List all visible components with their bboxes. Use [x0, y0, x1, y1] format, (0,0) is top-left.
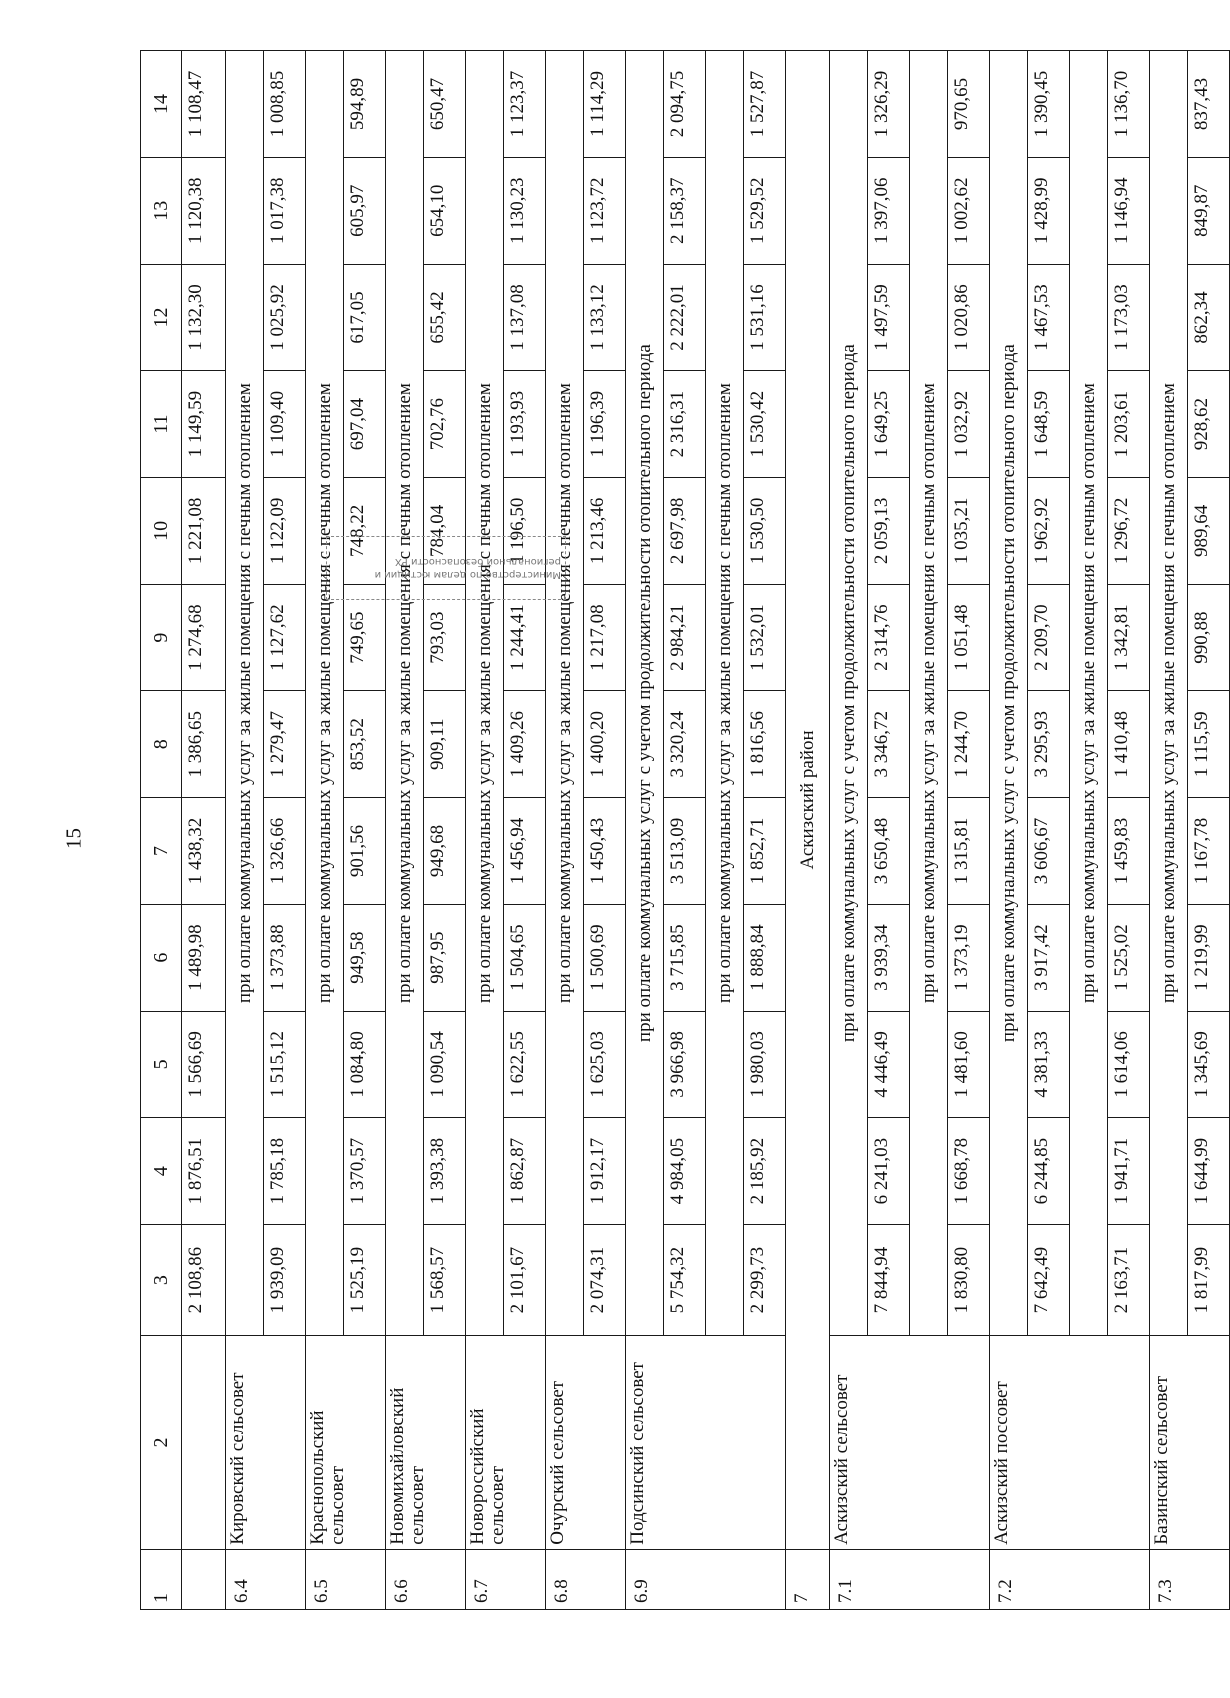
value-cell: 1 390,45 [1028, 51, 1070, 158]
municipality-name [182, 1336, 226, 1549]
value-cell: 1 515,12 [264, 1011, 306, 1118]
value-cell: 1 296,72 [1108, 478, 1150, 585]
value-cell: 1 120,38 [182, 157, 226, 264]
value-cell: 1 035,21 [948, 478, 990, 585]
value-cell: 2 074,31 [584, 1224, 626, 1335]
value-cell: 1 529,52 [744, 157, 786, 264]
value-cell: 1 221,08 [182, 478, 226, 585]
value-cell: 617,05 [344, 264, 386, 371]
caption-row [830, 51, 868, 1610]
value-cell: 1 876,51 [182, 1118, 226, 1225]
value-cell: 990,88 [1188, 584, 1230, 691]
column-number: 1 [141, 1549, 182, 1609]
municipality-name: Очурский сельсовет [546, 1336, 626, 1549]
value-cell: 1 625,03 [584, 1011, 626, 1118]
value-cell: 1 133,12 [584, 264, 626, 371]
value-cell: 1 219,99 [1188, 904, 1230, 1011]
value-cell: 3 966,98 [664, 1011, 706, 1118]
municipality-name: Краснопольский сельсовет [306, 1336, 386, 1549]
tariff-caption: при оплате коммунальных услуг с учетом продолжительности отопительного периода [626, 51, 664, 1336]
value-cell: 1 568,57 [424, 1224, 466, 1335]
value-cell: 1 456,94 [504, 798, 546, 905]
caption-row [1150, 51, 1188, 1610]
row-index: 6.9 [626, 1549, 786, 1609]
stamp-text: Министерство по делам юстиции и региональной безопасности РХ [374, 556, 561, 580]
value-cell: 1 244,41 [504, 584, 546, 691]
value-cell: 655,42 [424, 264, 466, 371]
value-cell: 1 649,25 [868, 371, 910, 478]
value-cell: 1 785,18 [264, 1118, 306, 1225]
value-cell: 1 888,84 [744, 904, 786, 1011]
value-cell: 4 446,49 [868, 1011, 910, 1118]
row-index: 7.2 [990, 1549, 1150, 1609]
value-cell: 3 650,48 [868, 798, 910, 905]
column-number: 3 [141, 1224, 182, 1335]
caption-row [306, 51, 344, 1610]
value-cell: 909,11 [424, 691, 466, 798]
value-cell: 702,76 [424, 371, 466, 478]
value-cell: 594,89 [344, 51, 386, 158]
caption-row [990, 51, 1028, 1610]
value-cell: 654,10 [424, 157, 466, 264]
column-number: 12 [141, 264, 182, 371]
value-cell: 1 342,81 [1108, 584, 1150, 691]
value-cell: 987,95 [424, 904, 466, 1011]
value-cell: 3 606,67 [1028, 798, 1070, 905]
value-cell: 1 962,92 [1028, 478, 1070, 585]
value-cell: 1 051,48 [948, 584, 990, 691]
value-cell: 1 410,48 [1108, 691, 1150, 798]
value-cell: 1 115,59 [1188, 691, 1230, 798]
value-cell: 2 158,37 [664, 157, 706, 264]
row-index [182, 1549, 226, 1609]
value-cell: 1 373,19 [948, 904, 990, 1011]
section-row [786, 51, 830, 1610]
row-index: 6.7 [466, 1549, 546, 1609]
tariff-table [140, 50, 1230, 1610]
value-cell: 1 370,57 [344, 1118, 386, 1225]
value-cell: 1 648,59 [1028, 371, 1070, 478]
value-cell: 2 209,70 [1028, 584, 1070, 691]
caption-row [466, 51, 504, 1610]
value-cell: 1 614,06 [1108, 1011, 1150, 1118]
table-row [182, 51, 226, 1610]
value-cell: 1 852,71 [744, 798, 786, 905]
rotated-table-container [140, 50, 1212, 1610]
value-cell: 1 008,85 [264, 51, 306, 158]
value-cell: 1 132,30 [182, 264, 226, 371]
value-cell: 1 386,65 [182, 691, 226, 798]
value-cell: 1 912,17 [584, 1118, 626, 1225]
value-cell: 6 244,85 [1028, 1118, 1070, 1225]
value-cell: 5 754,32 [664, 1224, 706, 1335]
value-cell: 793,03 [424, 584, 466, 691]
column-number-row [141, 51, 182, 1610]
value-cell: 1 167,78 [1188, 798, 1230, 905]
value-cell: 1 274,68 [182, 584, 226, 691]
value-cell: 1 173,03 [1108, 264, 1150, 371]
value-cell: 1 213,46 [584, 478, 626, 585]
value-cell: 949,68 [424, 798, 466, 905]
value-cell: 1 459,83 [1108, 798, 1150, 905]
municipality-name: Новомихайловский сельсовет [386, 1336, 466, 1549]
value-cell: 2 299,73 [744, 1224, 786, 1335]
value-cell: 1 345,69 [1188, 1011, 1230, 1118]
value-cell: 1 149,59 [182, 371, 226, 478]
value-cell: 1 326,66 [264, 798, 306, 905]
tariff-caption: при оплате коммунальных услуг за жилые помещения с печным отоплением [910, 51, 948, 1336]
value-cell: 1 203,61 [1108, 371, 1150, 478]
row-index: 6.4 [226, 1549, 306, 1609]
value-cell: 1 532,01 [744, 584, 786, 691]
value-cell: 1 193,93 [504, 371, 546, 478]
tariff-caption: при оплате коммунальных услуг за жилые помещения с печным отоплением [386, 51, 424, 1336]
municipality-name: Подсинский сельсовет [626, 1336, 786, 1549]
value-cell: 1 393,38 [424, 1118, 466, 1225]
registration-stamp [326, 536, 566, 600]
value-cell: 749,65 [344, 584, 386, 691]
value-cell: 1 400,20 [584, 691, 626, 798]
value-cell: 1 373,88 [264, 904, 306, 1011]
value-cell: 2 984,21 [664, 584, 706, 691]
column-number: 5 [141, 1011, 182, 1118]
value-cell: 1 980,03 [744, 1011, 786, 1118]
value-cell: 1 527,87 [744, 51, 786, 158]
value-cell: 1 217,08 [584, 584, 626, 691]
value-cell: 1 196,39 [584, 371, 626, 478]
value-cell: 1 409,26 [504, 691, 546, 798]
value-cell: 1 196,50 [504, 478, 546, 585]
value-cell: 3 939,34 [868, 904, 910, 1011]
value-cell: 6 241,03 [868, 1118, 910, 1225]
value-cell: 1 450,43 [584, 798, 626, 905]
value-cell: 784,04 [424, 478, 466, 585]
value-cell: 1 504,65 [504, 904, 546, 1011]
value-cell: 1 500,69 [584, 904, 626, 1011]
value-cell: 1 862,87 [504, 1118, 546, 1225]
value-cell: 1 130,23 [504, 157, 546, 264]
value-cell: 1 114,29 [584, 51, 626, 158]
value-cell: 853,52 [344, 691, 386, 798]
value-cell: 1 122,09 [264, 478, 306, 585]
tariff-caption: при оплате коммунальных услуг за жилые помещения с печным отоплением [546, 51, 584, 1336]
column-number: 2 [141, 1336, 182, 1549]
value-cell: 1 497,59 [868, 264, 910, 371]
value-cell: 1 002,62 [948, 157, 990, 264]
value-cell: 862,34 [1188, 264, 1230, 371]
value-cell: 1 090,54 [424, 1011, 466, 1118]
caption-row [546, 51, 584, 1610]
municipality-name: Новороссийский сельсовет [466, 1336, 546, 1549]
value-cell: 1 481,60 [948, 1011, 990, 1118]
value-cell: 837,43 [1188, 51, 1230, 158]
value-cell: 1 941,71 [1108, 1118, 1150, 1225]
tariff-caption: при оплате коммунальных услуг за жилые помещения с печным отоплением [706, 51, 744, 1336]
tariff-caption: при оплате коммунальных услуг с учетом продолжительности отопительного периода [830, 51, 868, 1336]
value-cell: 1 817,99 [1188, 1224, 1230, 1335]
column-number: 11 [141, 371, 182, 478]
column-number: 9 [141, 584, 182, 691]
column-number: 8 [141, 691, 182, 798]
column-number: 14 [141, 51, 182, 158]
value-cell: 7 642,49 [1028, 1224, 1070, 1335]
row-index: 6.6 [386, 1549, 466, 1609]
value-cell: 2 314,76 [868, 584, 910, 691]
tariff-caption: при оплате коммунальных услуг за жилые помещения с печным отоплением [226, 51, 264, 1336]
value-cell: 1 525,02 [1108, 904, 1150, 1011]
value-cell: 2 094,75 [664, 51, 706, 158]
value-cell: 3 715,85 [664, 904, 706, 1011]
value-cell: 1 438,32 [182, 798, 226, 905]
value-cell: 2 697,98 [664, 478, 706, 585]
value-cell: 1 566,69 [182, 1011, 226, 1118]
caption-row [226, 51, 264, 1610]
value-cell: 1 137,08 [504, 264, 546, 371]
municipality-name: Базинский сельсовет [1150, 1336, 1230, 1549]
value-cell: 1 531,16 [744, 264, 786, 371]
value-cell: 1 146,94 [1108, 157, 1150, 264]
value-cell: 3 346,72 [868, 691, 910, 798]
value-cell: 1 025,92 [264, 264, 306, 371]
column-number: 4 [141, 1118, 182, 1225]
column-number: 13 [141, 157, 182, 264]
value-cell: 901,56 [344, 798, 386, 905]
value-cell: 3 295,93 [1028, 691, 1070, 798]
column-number: 7 [141, 798, 182, 905]
value-cell: 2 101,67 [504, 1224, 546, 1335]
row-index: 6.8 [546, 1549, 626, 1609]
value-cell: 989,64 [1188, 478, 1230, 585]
value-cell: 1 530,42 [744, 371, 786, 478]
value-cell: 1 428,99 [1028, 157, 1070, 264]
value-cell: 1 525,19 [344, 1224, 386, 1335]
municipality-name: Аскизский поссовет [990, 1336, 1150, 1549]
value-cell: 2 222,01 [664, 264, 706, 371]
page-number: 15 [61, 828, 86, 849]
value-cell: 1 530,50 [744, 478, 786, 585]
row-index: 6.5 [306, 1549, 386, 1609]
value-cell: 1 244,70 [948, 691, 990, 798]
value-cell: 1 816,56 [744, 691, 786, 798]
municipality-name: Аскизский сельсовет [830, 1336, 990, 1549]
value-cell: 1 939,09 [264, 1224, 306, 1335]
value-cell: 1 467,53 [1028, 264, 1070, 371]
value-cell: 1 315,81 [948, 798, 990, 905]
municipality-name: Кировский сельсовет [226, 1336, 306, 1549]
value-cell: 1 020,86 [948, 264, 990, 371]
value-cell: 1 109,40 [264, 371, 306, 478]
value-cell: 1 668,78 [948, 1118, 990, 1225]
caption-row [626, 51, 664, 1610]
section-index: 7 [786, 1549, 830, 1609]
value-cell: 2 108,86 [182, 1224, 226, 1335]
value-cell: 949,58 [344, 904, 386, 1011]
tariff-caption: при оплате коммунальных услуг за жилые помещения с печным отоплением [1070, 51, 1108, 1336]
value-cell: 1 489,98 [182, 904, 226, 1011]
value-cell: 1 830,80 [948, 1224, 990, 1335]
tariff-caption: при оплате коммунальных услуг с учетом продолжительности отопительного периода [990, 51, 1028, 1336]
value-cell: 3 320,24 [664, 691, 706, 798]
column-number: 6 [141, 904, 182, 1011]
value-cell: 3 513,09 [664, 798, 706, 905]
value-cell: 697,04 [344, 371, 386, 478]
value-cell: 748,22 [344, 478, 386, 585]
value-cell: 928,62 [1188, 371, 1230, 478]
value-cell: 605,97 [344, 157, 386, 264]
tariff-caption: при оплате коммунальных услуг за жилые помещения с печным отоплением [306, 51, 344, 1336]
value-cell: 1 017,38 [264, 157, 306, 264]
column-number: 10 [141, 478, 182, 585]
value-cell: 1 397,06 [868, 157, 910, 264]
value-cell: 1 127,62 [264, 584, 306, 691]
caption-row [386, 51, 424, 1610]
value-cell: 4 381,33 [1028, 1011, 1070, 1118]
row-index: 7.3 [1150, 1549, 1230, 1609]
value-cell: 849,87 [1188, 157, 1230, 264]
value-cell: 7 844,94 [868, 1224, 910, 1335]
value-cell: 1 279,47 [264, 691, 306, 798]
tariff-caption: при оплате коммунальных услуг за жилые помещения с печным отоплением [466, 51, 504, 1336]
value-cell: 2 185,92 [744, 1118, 786, 1225]
value-cell: 970,65 [948, 51, 990, 158]
value-cell: 2 163,71 [1108, 1224, 1150, 1335]
value-cell: 1 108,47 [182, 51, 226, 158]
value-cell: 1 326,29 [868, 51, 910, 158]
value-cell: 650,47 [424, 51, 466, 158]
row-index: 7.1 [830, 1549, 990, 1609]
value-cell: 1 644,99 [1188, 1118, 1230, 1225]
tariff-caption: при оплате коммунальных услуг за жилые помещения с печным отоплением [1150, 51, 1188, 1336]
value-cell: 2 316,31 [664, 371, 706, 478]
value-cell: 4 984,05 [664, 1118, 706, 1225]
value-cell: 1 032,92 [948, 371, 990, 478]
value-cell: 2 059,13 [868, 478, 910, 585]
value-cell: 1 084,80 [344, 1011, 386, 1118]
value-cell: 3 917,42 [1028, 904, 1070, 1011]
value-cell: 1 123,37 [504, 51, 546, 158]
value-cell: 1 136,70 [1108, 51, 1150, 158]
value-cell: 1 123,72 [584, 157, 626, 264]
district-name: Аскизский район [786, 51, 830, 1550]
value-cell: 1 622,55 [504, 1011, 546, 1118]
